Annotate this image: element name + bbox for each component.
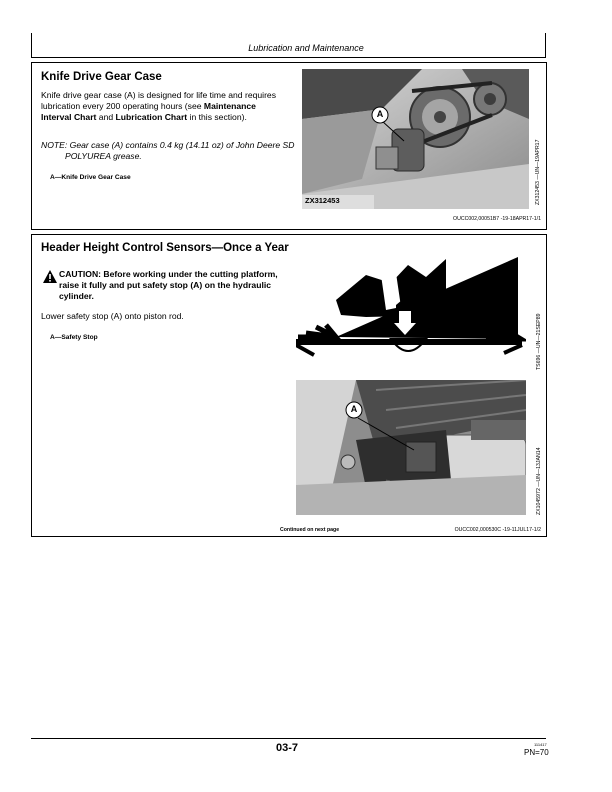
caution-warning-icon (43, 270, 57, 288)
gear-case-photo (302, 69, 529, 209)
section-title: Knife Drive Gear Case (41, 71, 162, 83)
section-reference-code: OUCC002,000530C -19-11JUL17-1/2 (454, 527, 541, 533)
paragraph-text: Knife drive gear case (A) is designed for life time and requires lubrication every 200 operating hours (see (41, 90, 277, 111)
callout-label-a: A (350, 404, 358, 414)
section-title: Header Height Control Sensors—Once a Year (41, 242, 289, 254)
pn-number: PN=70 (524, 748, 549, 757)
instruction-text: Lower safety stop (A) onto piston rod. (41, 311, 184, 321)
footer-small-code: 111417 (534, 742, 547, 747)
footer-rule (31, 738, 546, 739)
continued-note: Continued on next page (280, 527, 340, 533)
paragraph-text: in this section). (187, 112, 247, 122)
header-right-rule (545, 33, 546, 57)
lubrication-chart-link[interactable]: Lubrication Chart (115, 112, 188, 122)
maintenance-interval-chart-link[interactable]: Maintenance Interval Chart (41, 101, 256, 122)
note-text: NOTE: Gear case (A) contains 0.4 kg (14.11 oz) of John Deere SD POLYUREA grease. (41, 140, 295, 161)
page-header-title: Lubrication and Maintenance (248, 43, 364, 53)
section-paragraph (41, 90, 286, 123)
section-reference-code: OUCC002,00051B7 -19-18APR17-1/1 (453, 216, 541, 222)
gear-case-image (302, 69, 529, 209)
header-bottom-rule (31, 57, 546, 58)
safety-stop-photo (296, 380, 526, 515)
callout-label-a: A (376, 109, 384, 119)
photo-side-reference: ZX1045972 —UN—13JAN14 (536, 447, 542, 515)
paragraph-text: and (96, 112, 116, 122)
header-left-rule (31, 33, 32, 57)
page-number: 03-7 (275, 742, 299, 754)
image-side-reference: ZX312453 —UN—19APR17 (535, 139, 541, 205)
diagram-side-reference: TS696 —UN—21SEP89 (536, 313, 542, 370)
safety-stop-image (296, 380, 526, 515)
caution-text: CAUTION: Before working under the cutting platform, raise it fully and put safety stop (A) on the hydraulic cylinder. (59, 269, 278, 301)
safety-stop-diagram (296, 255, 526, 365)
figure-legend: A—Knife Drive Gear Case (50, 174, 131, 181)
figure-legend: A—Safety Stop (50, 334, 98, 341)
image-id-label: ZX312453 (305, 196, 340, 205)
